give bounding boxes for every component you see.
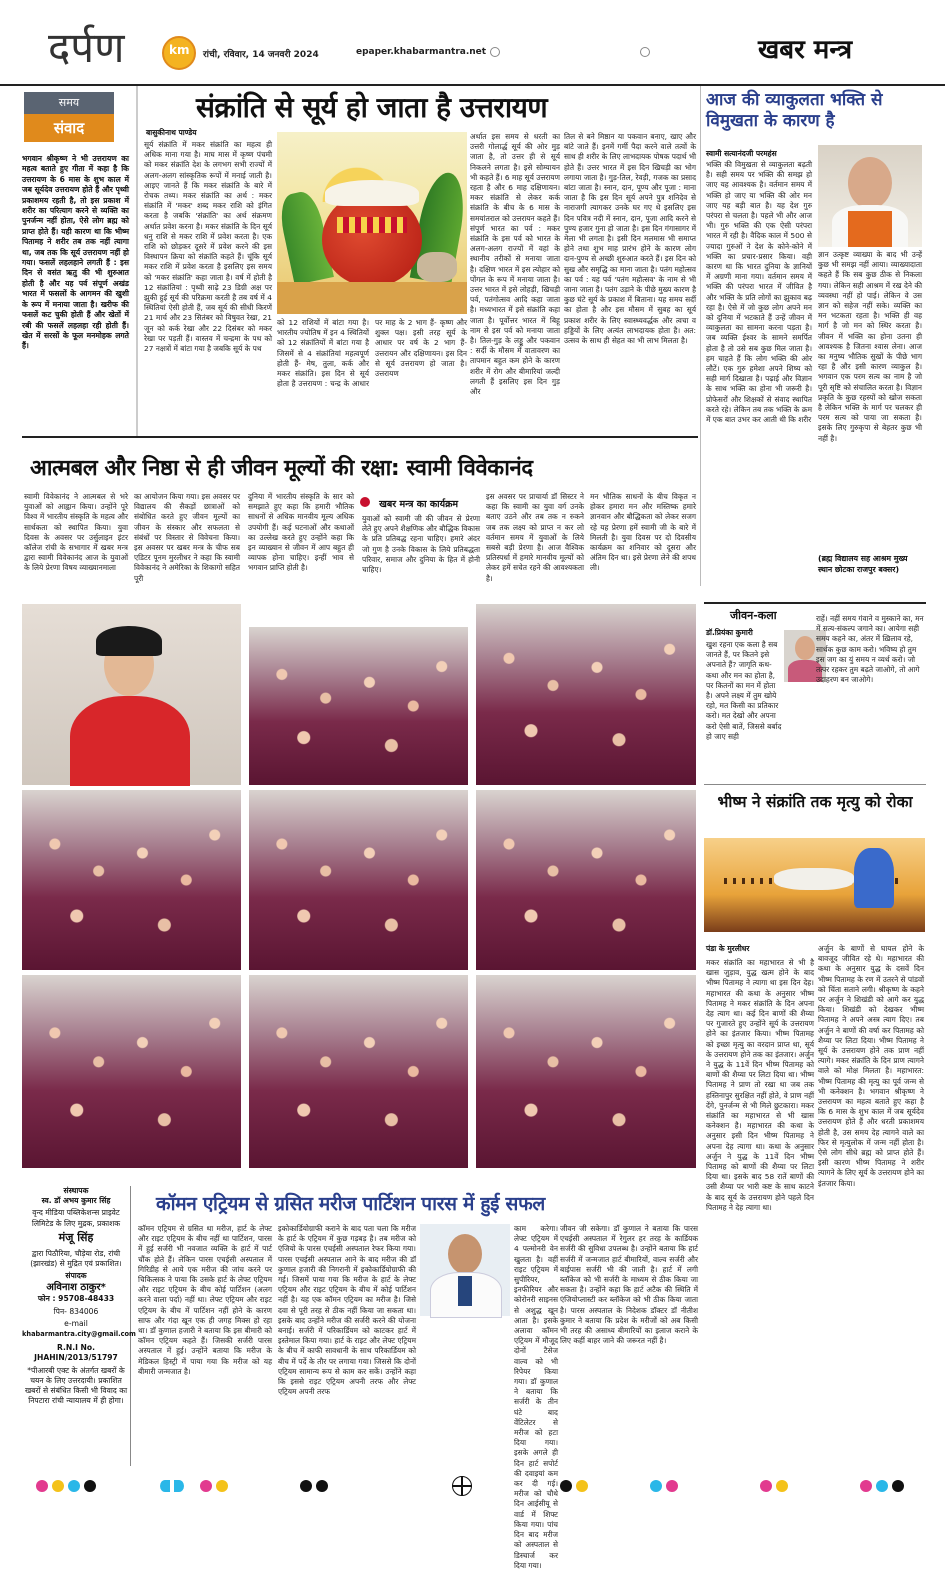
opinion-headline: आज की व्याकुलता भक्ति से विमुखता के कारण है: [706, 90, 883, 131]
vivek-col-4: युवाओं को स्वामी जी की जीवन से प्रेरणा लेते हुए अपने शैक्षणिक और बौद्धिक विकास के प्रति प्रतिबद्ध रहना चाहिए। हमारे अंदर जो गुण है उनके विकास के लिये प्रतिबद्धता परिवार, समाज और दुनिया के हित में होनी चाहिए।: [362, 514, 480, 575]
audience-photo-8: [476, 975, 696, 1168]
imprint-rni: R.N.I No. JHAHIN/2013/51797: [34, 1343, 118, 1363]
swami-portrait: [818, 145, 922, 247]
opinion-rule: [700, 86, 701, 586]
main-col-4: तिल से बने मिष्ठान या पकवान बनाए, खाए और बांटे जाते हैं। इनमें गर्मी पैदा करने वाले तत्वों के साथ ही शरीर के लिए लाभदायक पोषक पदार्थ भी होते हैं। उत्तर भारत में इस दिन खिचड़ी का भोग लगाया जाता है। गुड़-तिल, रेवड़ी, गजक का प्रसाद बांटा जाता है। स्नान, दान, पूण्य और पूजा : माना जाता है कि इस दिन सूर्य अपने पुत्र शनिदेव से नाराजगी त्यागकर उनके घर गए थे इसलिए इस दिन पवित्र नदी में स्नान, दान, पूजा आदि करने से पुण्य हजार गुना हो जाता है। इस दिन गंगासागर में मेला भी लगता है। इसी दिन मलमास भी समाप्त होने तथा शुभ माह प्रारंभ होने के कारण लोग दान-पुण्य से अच्छी शुरुआत करते हैं। इस दिन को सुख और समृद्धि का माना जाता है। पतंग महोत्सव का पर्व : यह पर्व 'पतंग महोत्सव' के नाम से भी जाना जाता है। पतंग उड़ाने के पीछे मुख्य कारण है कुछ घंटे सूर्य के प्रकाश में बिताना। यह समय सर्दी का होता है और इस मौसम में सुबह का सूर्य प्रकाश शरीर के लिए स्वास्थ्यवर्द्धक और त्वचा व हड्डियों के लिए अत्यंत लाभदायक होता है। अत: उत्सव के साथ ही सेहत का भी लाभ मिलता है।: [564, 132, 696, 346]
website[interactable]: epaper.khabarmantra.net: [356, 47, 487, 57]
program-label-text: खबर मन्त्र का कार्यक्रम: [379, 499, 459, 510]
main-headline-rule: [136, 86, 138, 436]
vivek-col-3: दुनिया में भारतीय संस्कृति के सार को समझाते हुए कहा कि हमारी भौतिक साधनों से अधिक मानवीय मूल्य अधिक उपयोगी हैं। कई घटनाओं और कथाओं का उल्लेख करते हुए उन्होंने कहा कि इन व्याख्यान से जीवन में आप बहुत ही व्यापक होना चाहिए। इन्हीं भाव से भगवान प्राप्ति होती है।: [248, 492, 354, 573]
poem-section: जीवन-कला: [730, 609, 777, 622]
health-col-2: इकोकार्डियोग्राफी कराने के बाद पता चला कि मरीज के हार्ट के एट्रियम में कुछ गड़बड़ है। तब मरीज को एंजियो के पारस एचईसी अस्पताल रेफर किया गया। पारस एचईसी अस्पताल आने के बाद मरीज की डॉ कुणाल हजारी की निगरानी में इकोकार्डियोग्राफी की गई। जिसमें पाया गया कि मरीज के हार्ट के लेफ्ट एट्रियम और राइट एट्रियम के बीच में कोई पार्टिशन नहीं है। यह एक कॉमन एट्रियम का मरीज है। जिसे दवा से पूरी तरह से ठीक नहीं किया जा सकता था। इसके बाद उन्होंने मरीज की सर्जरी करने की योजना बनाई। सर्जरी में परिकार्डियम को काटकर हार्ट में इस्तेमाल किया गया। हार्ट के राइट और लेफ्ट एट्रियम के बीच में काफी सावधानी के साथ परिकार्डियम को बीच में पर्दे के तौर पर लगाया गया। जिससे कि दोनों एट्रियम सामान्य रूप से काम कर सकें। उन्होंने कहा कि इससे राइट एट्रियम अपनी तरफ और लेफ्ट एट्रियम अपनी तरफ: [278, 1224, 416, 1397]
vivek-col-6: मन भौतिक साधनों के बीच विकृत न होकर हमारा मन और मस्तिष्क हमारे ज्ञानवान और बौद्धिकता को लेकर सजग रहे यह प्रेरणा हमें स्वामी जी के बारे में मिलती है। युवा दिवस पर दो दिवसीय कार्यक्रम का शनिवार को दूसरा और अंतिम दिन था। इसे प्रेरणा लेने की शपथ ली।: [590, 492, 696, 573]
vivek-col-2: का आयोजन किया गया। इस अवसर पर विद्यालय की सैकड़ों छात्राओं को संबोधित करते हुए जीवन मूल्यों का जीवन के संस्कार और सफलता से संबंधों पर विस्तार से विवेचना किया। इस अवसर पर खबर मन्त्र के चीफ सब एडिटर पूनम मुरलीधर ने कहा कि स्वामी विवेकानंद ने अमेरिका के शिकागो सहित पूरी: [134, 492, 240, 583]
imprint-box: [22, 1186, 136, 1466]
paper-name: दर्पण: [48, 23, 125, 72]
imprint-phone: फोन : 95708-48433: [37, 1294, 115, 1304]
main-author: बासुकीनाथ पाण्डेय: [146, 128, 197, 137]
dateline: रांची, रविवार, 14 जनवरी 2024: [203, 50, 319, 60]
speaker-photo: [22, 604, 241, 785]
imprint-email-label: e-mail: [64, 1318, 88, 1328]
poem-author: डॉ.प्रियंका कुमारी: [706, 628, 753, 637]
health-col-3: काम करेगा। लेफ्ट एट्रियम में 4 पल्मोनरी वेन खुलता है। वहीं राइट एट्रियम में सुपीरियर, इनफीरियर और कोरोनरी साइनस से अशुद्ध खून आता है। इसके अलावा कॉमन एट्रियम में मौजूद दोनों टैसेज वाल्व को भी रिपेयर किया गया। डॉ कुणाल ने बताया कि सर्जरी के तीन घंटे बाद वेंटिलेटर से मरीज को हटा दिया गया। इसके अगले ही दिन हार्ट सपोर्ट की दवाइयां कम कर दी गई। मरीज को चौथे दिन आईसीयू से वार्ड में शिफ्ट किया गया। पांच दिन बाद मरीज को अस्पताल से डिस्चार्ज कर दिया गया।: [514, 1224, 558, 1570]
sankranti-illustration: [277, 132, 467, 314]
opinion-caption: (ब्रह्म विद्यालय सह आश्रम मुख्य स्थान छोटका राजपुर बक्सर): [818, 554, 908, 574]
health-col-1: कॉमन एट्रियम से ग्रसित था मरीज, हार्ट के लेफ्ट और राइट एट्रियम के बीच नहीं था पार्टिशन, पारस में हुई सर्जरी भी नवजात व्यक्ति के हार्ट में पार्ट चौंक होते हैं। लेकिन पारस एचईसी अस्पताल में गिरिडीह से आये एक मरीज की जांच करने पर चिकित्सक ने पाया कि उसके हार्ट के लेफ्ट एट्रियम और राइट एट्रियम के बीच कोई पार्टिशन (अलग करने वाला पर्दा) नहीं था। लेफ्ट एट्रियम और राइट एट्रियम के बीच में पार्टिशन नहीं होने के कारण साफ और गंदा खून एक ही जगह मिक्स हो रहा था। डॉ कुणाल हजारी ने बताया कि इस बीमारी को कॉमन एट्रियम कहते हैं। जिसकी सर्जरी पारस अस्पताल में हुई। उन्होंने बताया कि मरीज के मेडिकल हिस्ट्री में पाया गया कि मरीज को यह बीमारी जन्मजात है।: [138, 1224, 272, 1376]
audience-photo-5: [476, 790, 696, 970]
lead-summary: भगवान श्रीकृष्ण ने भी उत्तरायण का महत्व बताते हुए गीता में कहा है कि उत्तरायण के 6 मास के शुभ काल में जब सूर्यदेव उत्तरायण होते हैं और पृथ्वी प्रकाशमय रहती है, तो इस प्रकाश में शरीर का परित्याग करने से व्यक्ति का पुनर्जन्म नहीं होता, ऐसे लोग ब्रह्म को प्राप्त होते हैं। यही कारण था कि भीष्म पितामह ने शरीर तब तक नहीं त्यागा था, जब तक कि सूर्य उत्तरायण नहीं हो गया। फसलें लहलहाने लगती हैं : इस दिन से वसंत ऋतु की भी शुरुआत होती है और यह पर्व संपूर्ण अखंड भारत में फसलों के आगमन की खुशी के रूप में मनाया जाता है। खरीफ की फसलें कट चुकी होती हैं और खेतों में रबी की फसलें लहलहा रही होती हैं। खेत में सरसों के फूल मनमोहक लगते हैं।: [22, 154, 129, 351]
audience-photo-7: [249, 975, 468, 1168]
opinion-col-2: ज्ञान उत्कृष्ट व्याख्या के बाद भी उन्हें कुछ भी समझ नहीं आया। व्याख्यादाता कहते हैं कि सब कुछ ठीक से निकला गया। लेकिन सही आश्रम में रख देने की व्यवस्था नहीं हो पाई। लेकिन वे उस ज्ञान को सहेज नहीं सके। व्यक्ति का मन भटकता रहता है। भक्ति ही वह मार्ग है जो मन को स्थिर करता है। जीवन में भक्ति का होना उतना ही आवश्यक है जितना श्वास लेना। आज का मनुष्य भौतिक सुखों के पीछे भाग रहा है और इसी कारण व्याकुल है। भगवान एक परम सत्य का नाम है जो पूरी सृष्टि को संचालित करता है। विज्ञान प्रकृति के कुछ रहस्यों को खोज सकता है लेकिन भक्ति के मार्ग पर चलकर ही परम सत्य को पाया जा सकता है। इसके लिए गुरुकृपा से बेहतर कुछ भी नहीं है।: [818, 250, 922, 443]
imprint-editor: अविनाश ठाकुर*: [46, 1282, 106, 1294]
imprint-founder: स्व. डॉ अभय कुमार सिंह: [41, 1196, 111, 1206]
imprint-address: द्वारा पिठौरिया, चौड़ेया रोड, रांची (झारखंड) से मुद्रित एवं प्रकाशित।: [30, 1248, 122, 1269]
audience-photo-3: [22, 790, 241, 970]
vivek-col-1: स्वामी विवेकानंद ने आत्मबल से भरे युवाओं को आह्वान किया। उन्होंने पूरे विश्व में भारतीय संस्कृति के महत्व और सार्थकता को स्थापित किया। युवा दिवस के अवसर पर उर्सुलाइन इंटर कॉलेज रांची के सभागार में खबर मन्त्र द्वारा स्वामी विवेकानंद आज के युवाओं के लिये प्रेरणा विषय व्याख्यानमाला: [24, 492, 128, 573]
bhishma-col-1: मकर संक्रांति का महाभारत से भी है खास जुड़ाव, युद्ध खत्म होने के बाद भीष्म पितामह ने त्यागा था इस दिन देह। महाभारत की कथा के अनुसार भीष्म पितामह ने मकर संक्रांति के दिन अपना देह त्याग था। कई दिन बाणों की शैय्या पर गुजारते हुए उन्होंने सूर्य के उत्तरायण होने का इंतजार किया। भीष्म पितामह को इच्छा मृत्यु का वरदान प्राप्त था, सूर्य के उत्तरायण होने तक का इंतजार। अर्जुन ने युद्ध के 11वें दिन भीष्म पितामह को बाणों की शैय्या पर लिटा दिया था। भीष्म पितामह ने प्राण तो रखा था जब तक हस्तिनापुर सुरक्षित नहीं होते, वे प्राण नहीं देंगे, पुनर्जन्म से भी मिले छुटकारा। मकर संक्रांति का महाभारत से भी खास कनेक्शन है। महाभारत की कथा के अनुसार इसी दिन भीष्म पितामह ने अपना देह त्यागा था। कथा के अनुसार अर्जुन ने युद्ध के 11वें दिन भीष्म पितामह को बाणों की शैय्या पर लिटा दिया था। इसके बाद 58 रातें बाणों की उसी शैय्या पर भारी कष्ट के साथ काटने के बाद सूर्य के उत्तरायण होने पहले दिन पितामह ने देह त्यागा था।: [706, 958, 814, 1212]
bhishma-author: पंडा के मुरलीधर: [706, 944, 750, 953]
print-color-bar: [0, 1474, 945, 1498]
health-col-4: जीवन जी सकेगा। डॉ कुणाल ने बताया कि पारस एचईसी अस्पताल में रेगुलर हर तरह के कार्डियक सर्जरी की सुविधा उपलब्ध है। उन्होंने बताया कि हार्ट सर्जरी में जन्मजात हार्ट बीमारियों, वाल्व सर्जरी और बाईपास सर्जरी भी की जाती है। हार्ट में लगी ब्लॉकेज को भी सर्जरी के माध्यम से ठीक किया जा सकता है। उन्होंने कहा कि हार्ट अटैक की स्थिति में एंजियोप्लास्टी कर ब्लॉकेज को भी ठीक किया जाता है। पारस अस्पताल के निदेशक डॉक्टर डॉ नीतीश कुमार ने बताया कि प्रदेश के मरीजों को अब किसी भी तरह की असाध्य बीमारियों का इलाज कराने के लिए कहीं बाहर जाने की जरूरत नहीं है।: [560, 1224, 698, 1346]
section-tag-top: समय: [24, 92, 114, 114]
program-label: [360, 492, 458, 511]
bhishma-illustration: [704, 838, 925, 932]
imprint-email[interactable]: khabarmantra.city@gmail.com: [22, 1330, 136, 1339]
imprint-publisher-line: वृन्द मीडिया पब्लिकेशन्स प्राइवेट लिमिटेड के लिए मुद्रक, प्रकाशक: [31, 1208, 121, 1228]
imprint-editor-label: संपादक: [65, 1271, 87, 1281]
poem-top-rule: [704, 602, 926, 604]
main-col-1: सूर्य संक्रांति में मकर संक्रांति का महत्व ही अधिक माना गया है। माघ मास में कृष्ण पंचमी को मकर संक्रांति देश के लगभग सभी राज्यों में अलग-अलग सांस्कृतिक रूपों में मनाई जाती है। आइए जानते हैं कि मकर संक्रांति के बारे में रोचक तथ्य। मकर संक्रांति का अर्थ : मकर संक्रांति में 'मकर' शब्द मकर राशि को इंगित करता है जबकि 'संक्रांति' का अर्थ संक्रमण अर्थात प्रवेश करना है। मकर संक्रांति के दिन सूर्य धनु राशि से मकर राशि में प्रवेश करता है। एक राशि को छोड़कर दूसरे में प्रवेश करने की इस विस्थापन क्रिया को संक्रांति कहते हैं। चूंकि सूर्य मकर राशि में प्रवेश करता है इसलिए इस समय को 'मकर संक्रांति' कहा जाता है। वर्ष में होती है 12 संक्रांतियां : पृथ्वी साढ़े 23 डिग्री अक्ष पर झुकी हुई सूर्य की परिक्रमा करती है तब वर्ष में 4 स्थितियां ऐसी होती हैं, जब सूर्य की सीधी किरणें 21 मार्च और 23 सितंबर को विषुवत रेखा, 21 जून को कर्क रेखा और 22 दिसंबर को मकर रेखा पर पड़ती हैं। वास्तव में चन्द्रमा के पथ को 27 नक्षत्रों में बांटा गया है जबकि सूर्य के पथ: [144, 140, 272, 354]
doctor-photo: [420, 1224, 510, 1316]
main-col-2: को 12 राशियों में बांटा गया है। भारतीय ज्योतिष में इन 4 स्थितियों को 12 संक्रांतियों में बांटा गया है जिसमें से 4 संक्रांतियां महत्वपूर्ण होती हैं- मेष, तुला, कर्क और मकर संक्रांति। इस दिन से सूर्य होता है उत्तरायण : चन्द्र के आधार पर माह के 2 भाग हैं- कृष्ण और शुक्ल पक्ष। इसी तरह सूर्य के आधार पर वर्ष के 2 भाग हैं- उत्तरायन और दक्षिणायन। इस दिन से सूर्य उत्तरायण हो जाता है। उत्तरायण: [277, 318, 467, 389]
opinion-author: स्वामी सत्यानंदजी परमहंस: [706, 149, 777, 158]
audience-photo-4: [249, 790, 468, 970]
imprint-pin: पिन- 834006: [53, 1306, 99, 1316]
audience-photo-2: [476, 604, 696, 785]
vivek-top-rule: [22, 436, 698, 438]
health-headline: कॉमन एट्रियम से ग्रसित मरीज पार्टिशन पारस में हुई सफल: [156, 1193, 546, 1215]
main-col-3: अर्थात इस समय से धरती का उत्तरी गोलार्द्ध सूर्य की ओर मुड़ जाता है, तो उत्तर ही से सूर्य निकलने लगता है। इसे सोम्यायन भी कहते हैं। 6 माह सूर्य उत्तरायण रहता है और 6 माह दक्षिणायन। मकर संक्रांति से लेकर कर्क संक्रांति के बीच के 6 मास के समयांतराल को उत्तरायन कहते हैं। संपूर्ण भारत का पर्व : मकर संक्रांति के इस पर्व को भारत के अलग-अलग राज्यों में वहां के स्थानीय तरीकों से मनाया जाता है। दक्षिण भारत में इस त्योहार को पोंगल के रूप में मनाया जाता है। उत्तर भारत में इसे लोहड़ी, खिचड़ी पर्व, पतंगोत्सव आदि कहा जाता है। मध्यभारत में इसे संक्रांति कहा जाता है। पूर्वोत्तर भारत में बिहू नाम से इस पर्व को मनाया जाता है। तिल-गुड़ के लड्डू और पकवान : सर्दी के मौसम में वातावरण का तापमान बहुत कम होने के कारण शरीर में रोग और बीमारियां जल्दी लगती हैं इसलिए इस दिन गुड़ और: [470, 132, 560, 397]
imprint-publisher: मंजू सिंह: [58, 1230, 94, 1244]
brand-name: खबर मन्त्र: [758, 35, 853, 65]
masthead: [0, 0, 945, 86]
logo-letters: km: [169, 43, 190, 57]
audience-photo-1: [249, 627, 468, 785]
poem-col-2: राहें। नहीं समय गंवाने व मुस्काने का, मन में सत्य-संकल्प जगाने का। आयेगा सही समय कहने का, अंतर में ख़िलाव रहे, सार्थक कुछ काम करो। भविष्य हो तुम इस जग का युं समय न व्यर्थ करो। जो तत्पर रहकर तुम बढ़ते जाओगे, तो आगे उदाहरण बन जाओगे।: [816, 614, 924, 685]
bhishma-rule: [704, 784, 926, 785]
bhishma-headline: भीष्म ने संक्रांति तक मृत्यु को रोका: [717, 793, 913, 811]
main-headline: संक्रांति से सूर्य हो जाता है उत्तरायण: [196, 91, 548, 124]
vivek-headline: आत्मबल और निष्ठा से ही जीवन मूल्यों की रक्षा: स्वामी विवेकानंद: [30, 456, 533, 481]
poem-col-1: खुश रहना एक कला है सब जानते हैं, पर कितने इसे अपनाते हैं? जागृति कथ-कथा और मन का होता है, पर कितनों का मन में होता है। अपने लक्ष्य में तुम खोये रहो, मत किसी का प्रतिकार करो। मत देखो और अपना करो ऐसी बातें, जिससे बर्बाद हो जाए सही: [706, 640, 782, 741]
section-tag-bottom: संवाद: [24, 114, 114, 142]
print-register-marks: [490, 44, 690, 58]
vivek-col-5: इस अवसर पर प्राचार्या डॉ सिस्टर ने कहा कि स्वामी का युवा वर्ग उनके बताए उठने और तब तक न रुकने जब तक लक्ष्य को प्राप्त न कर लो वर्तमान समय में युवाओं के लिये सबसे बड़ी प्रेरणा है। आज वैश्विक प्रतिस्पर्धा में हमारे मानवीय मूल्यों को लेकर हमें सचेत रहने की आवश्यकता है।: [486, 492, 584, 583]
section-tag: [24, 92, 114, 144]
bhishma-col-2: अर्जुन के बाणों से घायल होने के बावजूद जीवित रहे थे। महाभारत की कथा के अनुसार युद्ध के दसवें दिन भीष्म पितामह के रण में उतरने से पांडवों को चिंता सताने लगी। श्रीकृष्ण के कहने पर अर्जुन ने शिखंडी को आगे कर युद्ध किया। शिखंडी को देखकर भीष्म पितामह ने अपने अस्त्र त्याग दिए। तब अर्जुन ने बाणों की वर्षा कर पितामह को शैय्या पर लिटा दिया। भीष्म पितामह ने सूर्य के उत्तरायण होने तक प्राण नहीं त्यागे। मकर संक्रांति के दिन प्राण त्यागने वाले को मोक्ष मिलता है। महाभारत: भीष्म पितामह की मृत्यु का पूर्व जन्म से भी कनेक्शन है। भगवान श्रीकृष्ण ने उत्तरायण का महत्व बताते हुए कहा है कि 6 मास के शुभ काल में जब सूर्यदेव उत्तरायण होते हैं और धरती प्रकाशमय होती है, उस समय देह त्यागने वाले का फिर से मृत्युलोक में जन्म नहीं होता है। ऐसे लोग सीधे ब्रह्म को प्राप्त होते हैं। इसी कारण भीष्म पितामह ने शरीर त्यागने के लिए सूर्य के उत्तरायण होने का इंतजार किया।: [818, 944, 924, 1188]
imprint-founder-label: संस्थापक: [63, 1186, 89, 1195]
imprint-disclaimer: *पीआरबी एक्ट के अंतर्गत खबरों के चयन के लिए उत्तरदायी। प्रकाशित खबरों से संबंधित किसी भी विवाद का निपटारा रांची न्यायालय में ही होगा।: [24, 1365, 128, 1406]
program-dot-icon: [360, 497, 370, 507]
opinion-col-1: भक्ति की विमुखता से व्याकुलता बढ़ती है। सही समय पर भक्ति की समझ हो जाए यह आवश्यक है। वर्तमान समय में भक्ति हो जाए या भक्ति की ओर मन जाए यह बड़ी बात है। यह देश गुरु परंपरा से चलता है। पहले भी और आज भी। गुरु भक्ति की एक ऐसी परंपरा भारत में रही है। वैदिक काल में 500 से ज्यादा गुरुओं ने देश के कोने-कोने में भक्ति का प्रचार-प्रसार किया। वही कारण था कि भारत दुनिया के ज्ञानियों में अग्रणी माना गया। वर्तमान समय में भक्ति की परंपरा भारत में जीवित है और भक्ति के प्रति लोगों का झुकाव बढ़ रहा है। ऐसे में जो कुछ लोग अपने मन को दुनिया में भटकाते हैं उन्हें जीवन में व्याकुलता का सामना करना पड़ता है। जब व्यक्ति ईश्वर के सामने समर्पित होता है तो उसे सब कुछ मिल जाता है। हम चाहते हैं कि लोग भक्ति की ओर लौटें। एक गुरु हमेशा अपने शिष्य को सही मार्ग दिखाता है। पढ़ाई और विज्ञान के साथ भक्ति का होना भी जरूरी है। प्रोफेसरों और शिक्षकों से संवाद स्थापित करते रहे। लेकिन तब तक भक्ति के क्रम में एक बात उभर कर आती थी कि शरीर: [706, 160, 812, 425]
audience-photo-6: [22, 975, 241, 1168]
